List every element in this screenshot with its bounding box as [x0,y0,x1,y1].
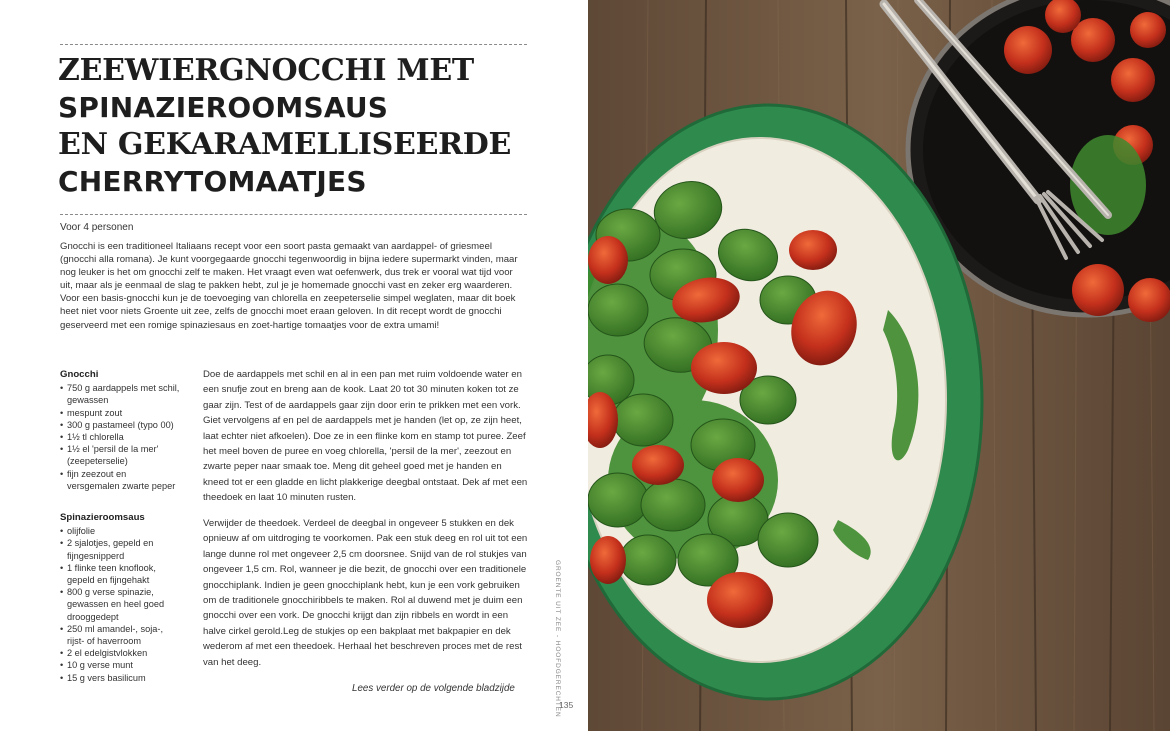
ingredient-item: • 1½ el 'persil de la mer' (zeepeterselie) [60,443,180,467]
ingredient-item: • olijfolie [60,525,180,537]
ingredient-item: • 300 g pastameel (typo 00) [60,419,180,431]
ingredient-item: • 750 g aardappels met schil, gewassen [60,382,180,406]
ingredients-gnocchi-heading: Gnocchi [60,369,99,380]
food-photo-illustration [588,0,1170,731]
page-number: 135 [559,700,574,710]
top-divider [60,44,527,45]
ingredient-item: • fijn zeezout en versgemalen zwarte peper [60,468,180,492]
title-line-2: SPINAZIEROOMSAUS [58,91,389,124]
ingredient-item: • 1 flinke teen knoflook, gepeld en fijngehakt [60,562,180,586]
ingredient-item: • 1½ tl chlorella [60,431,180,443]
servings: Voor 4 personen [60,222,134,233]
method-step-2: Verwijder de theedoek. Verdeel de deegbal in ongeveer 5 stukken en dek opnieuw af om uitdroging te voorkomen. Pak een stuk deeg en rol uit tot een lange dunne rol met ongeveer 2,5 cm doorsnee. Snijd van de rol stukjes van ongeveer 1,5 cm. Rol, wanneer je die bezit, de gnocchi over een traditionele gnocchiplank. Indien je geen gnocchiplank hebt, kun je een vork gebruiken om de traditionele gnocchiribbels te maken. Rol al duwend met je duim een gnocchi over een vork. De gnocchi krijgt dan zijn ribbels en wordt in een halve cirkel gerold.Leg de stukjes op een bakplaat met bakpapier en dek wederom af met een theedoek. Herhaal het beschreven proces met de rest van het deeg. [203,518,528,668]
title-line-3: EN GEKARAMELLISEERDE [58,127,512,162]
title-line-1: ZEEWIERGNOCCHI MET [58,53,474,88]
ingredient-item: • 800 g verse spinazie, gewassen en heel goed drooggedept [60,586,180,623]
ingredients-sauce [60,512,180,684]
method-step-1: Doe de aardappels met schil en al in een pan met ruim voldoende water en een snufje zout en breng aan de kook. Laat 20 tot 30 minuten koken tot ze gaar zijn. Test of de aardappels gaar zijn door erin te prikken met een vork. Giet vervolgens af en pel de aardappels met je handen (let op, ze zijn heet, laat echter niet afkoelen). Doe ze in een flinke kom en stamp tot puree. Zeef het meel boven de puree en voeg chlorella, 'persil de la mer', zeezout en zwarte peper naar smaak toe. Meng dit geheel goed met je handen en kneed tot er een gladde en licht plakkerige deegbal ontstaat. Dek af met een theedoek en laat 10 minuten rusten. [203,369,528,504]
recipe-title [58,52,538,200]
title-divider [60,214,527,215]
intro-paragraph: Gnocchi is een traditioneel Italiaans recept voor een soort pasta gemaakt van aardappel- of griesmeel (gnocchi alla romana). Je kunt voorgegaarde gnocchi tegenwoordig in bijna iedere supermarkt vinden, maar nog leuker is het om gnocchi zelf te maken. Het vraagt even wat oefenwerk, dus trek er vooral wat tijd voor uit, maar als je eenmaal de slag te pakken hebt, zul je je homemade gnocchi vast en zeker erg waarderen. Voor een basis-gnocchi kun je de toevoeging van chlorella en zeepeterselie simpel weglaten, maar dit boek heet niet voor niets Groente uit zee, zelfs de gnocchi moet eraan geloven. In dit recept wordt de gnocchi geserveerd met een romige spinaziesaus en zoet-hartige tomaatjes voor de extra umami! [60,241,518,331]
running-head: GROENTE UIT ZEE - HOOFDGERECHTEN [554,560,561,718]
ingredient-item: • mespunt zout [60,407,180,419]
ingredients-sauce-heading: Spinazieroomsaus [60,512,145,523]
ingredient-item: • 250 ml amandel-, soja-, rijst- of haverroom [60,623,180,647]
food-photo [588,0,1170,731]
ingredients-gnocchi [60,369,180,492]
continued-note: Lees verder op de volgende bladzijde [352,683,515,694]
ingredient-item: • 2 sjalotjes, gepeld en fijngesnipperd [60,537,180,561]
ingredient-item: • 2 el edelgistvlokken [60,647,180,659]
ingredient-item: • 10 g verse munt [60,659,180,671]
ingredient-item: • 15 g vers basilicum [60,672,180,684]
title-line-4: CHERRYTOMAATJES [58,165,367,198]
